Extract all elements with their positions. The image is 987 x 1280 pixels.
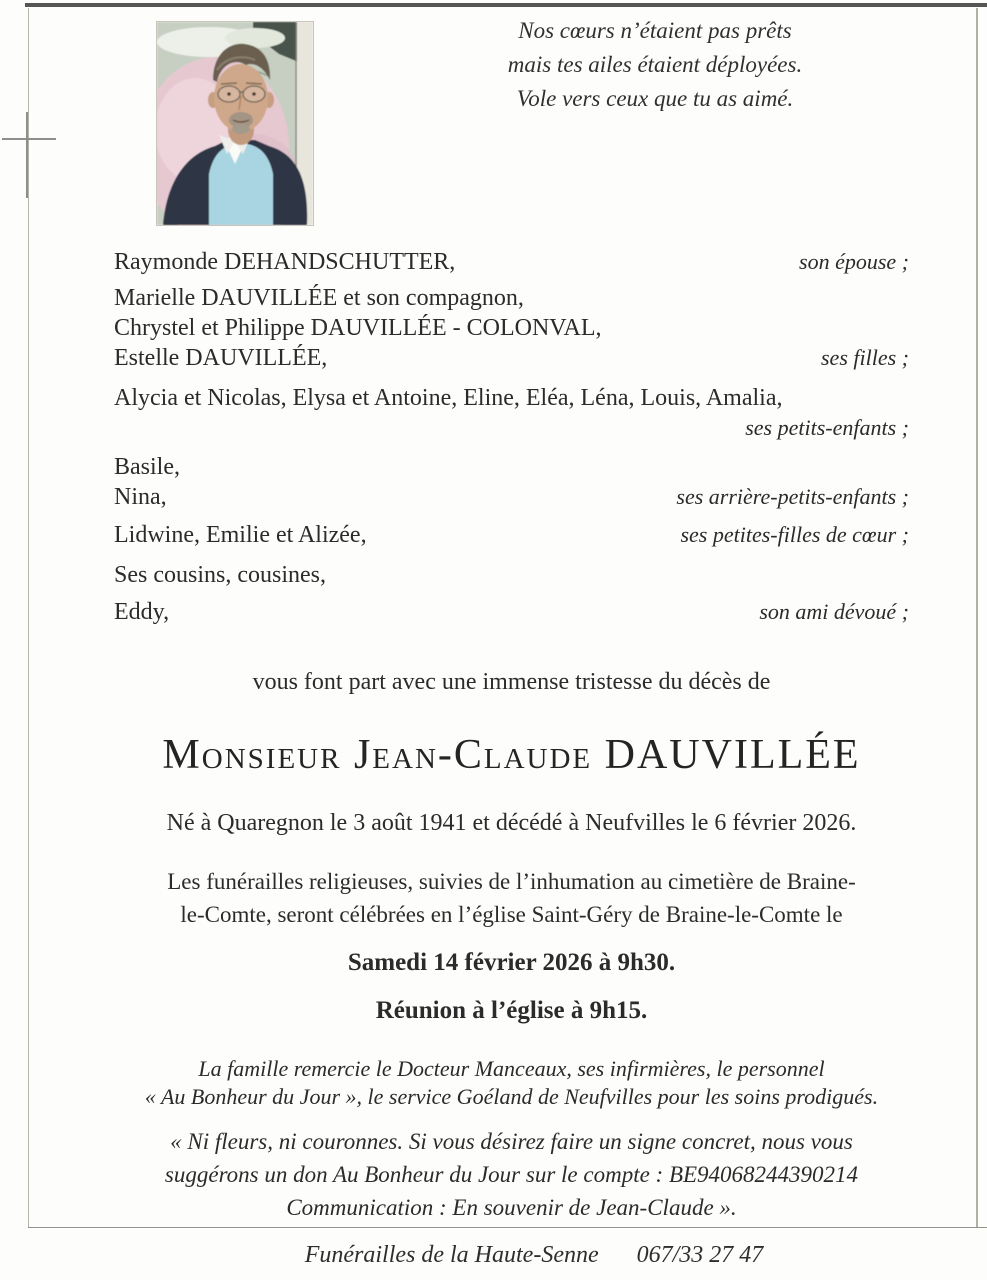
card-bottom-edge bbox=[28, 1227, 987, 1228]
family-names: Raymonde DEHANDSCHUTTER, bbox=[114, 249, 456, 275]
footer bbox=[60, 1242, 987, 1269]
family-row bbox=[114, 283, 909, 313]
meeting-time: Réunion à l’église à 9h15. bbox=[375, 997, 648, 1025]
announcement-body bbox=[114, 240, 909, 1224]
family-row bbox=[114, 560, 909, 590]
portrait-photo-illustration bbox=[157, 22, 313, 225]
epigraph-line: mais tes ailes étaient déployées. bbox=[507, 52, 803, 77]
card-top-edge bbox=[25, 3, 987, 7]
family-names: Basile, bbox=[114, 454, 180, 480]
thanks-line: « Au Bonheur du Jour », le service Goéland de Neufvilles pour les soins prodigués. bbox=[144, 1084, 879, 1110]
epigraph-line: Vole vers ceux que tu as aimé. bbox=[516, 86, 794, 111]
family-names: Ses cousins, cousines, bbox=[114, 562, 326, 588]
family-names: Alycia et Nicolas, Elysa et Antoine, Eline, Eléa, Léna, Louis, Amalia, bbox=[114, 385, 783, 411]
donation-line: « Ni fleurs, ni couronnes. Si vous désirez faire un signe concret, nous vous bbox=[170, 1129, 853, 1155]
photo-sweater bbox=[209, 144, 273, 225]
funeral-home-phone: 067/33 27 47 bbox=[636, 1242, 764, 1268]
funeral-home-name: Funérailles de la Haute-Senne bbox=[304, 1242, 599, 1268]
life-dates: Né à Quaregnon le 3 août 1941 et décédé à Neufvilles le 6 février 2026. bbox=[166, 810, 857, 837]
family-row bbox=[114, 520, 909, 550]
donation-line: Communication : En souvenir de Jean-Claude ». bbox=[286, 1195, 737, 1221]
family-relation: ses petites-filles de cœur ; bbox=[680, 522, 909, 547]
family-names: Estelle DAUVILLÉE, bbox=[114, 345, 328, 371]
family-names: Chrystel et Philippe DAUVILLÉE - COLONVAL, bbox=[114, 315, 602, 341]
funeral-details-line: Les funérailles religieuses, suivies de l’inhumation au cimetière de Braine- bbox=[167, 869, 856, 895]
family-names: Marielle DAUVILLÉE et son compagnon, bbox=[114, 285, 524, 311]
family-relation: ses filles ; bbox=[821, 345, 909, 370]
family-row bbox=[114, 413, 909, 443]
family-relation: ses petits-enfants ; bbox=[745, 415, 909, 440]
photo-eye bbox=[227, 92, 231, 96]
family-names: Lidwine, Emilie et Alizée, bbox=[114, 522, 367, 548]
card-right-edge bbox=[976, 8, 978, 1227]
deceased-name: Monsieur Jean-Claude DAUVILLÉE bbox=[162, 732, 861, 778]
thanks-paragraph bbox=[114, 1055, 909, 1111]
funeral-details bbox=[114, 865, 909, 931]
family-relation: son ami dévoué ; bbox=[759, 599, 909, 624]
family-row bbox=[114, 247, 909, 277]
thanks-line: La famille remercie le Docteur Manceaux, ses infirmières, le personnel bbox=[198, 1056, 825, 1082]
family-row bbox=[114, 482, 909, 512]
photo-eye bbox=[252, 92, 256, 96]
photo-eyebrow bbox=[221, 83, 237, 84]
ceremony-date: Samedi 14 février 2026 à 9h30. bbox=[347, 949, 676, 977]
epigraph bbox=[470, 14, 840, 116]
announcement-sentence: vous font part avec une immense tristesse du décès de bbox=[252, 669, 771, 695]
family-row bbox=[114, 383, 909, 413]
family-row bbox=[114, 597, 909, 627]
family-relation: ses arrière-petits-enfants ; bbox=[676, 484, 909, 509]
photo-eyebrow bbox=[246, 83, 262, 84]
family-row bbox=[114, 313, 909, 343]
photo-beard bbox=[232, 124, 250, 134]
portrait-photo bbox=[157, 22, 313, 225]
registration-cross-icon bbox=[26, 112, 28, 198]
family-row bbox=[114, 452, 909, 482]
family-relation: son épouse ; bbox=[799, 249, 909, 274]
family-row bbox=[114, 343, 909, 373]
donation-paragraph bbox=[114, 1125, 909, 1224]
card-left-edge bbox=[28, 8, 29, 1227]
family-names: Nina, bbox=[114, 484, 167, 510]
family-names: Eddy, bbox=[114, 599, 170, 625]
funeral-details-line: le-Comte, seront célébrées en l’église Saint-Géry de Braine-le-Comte le bbox=[180, 902, 843, 928]
registration-cross-icon bbox=[2, 138, 56, 140]
epigraph-line: Nos cœurs n’étaient pas prêts bbox=[518, 18, 792, 43]
donation-line: suggérons un don Au Bonheur du Jour sur le compte : BE94068244390214 bbox=[164, 1162, 859, 1188]
